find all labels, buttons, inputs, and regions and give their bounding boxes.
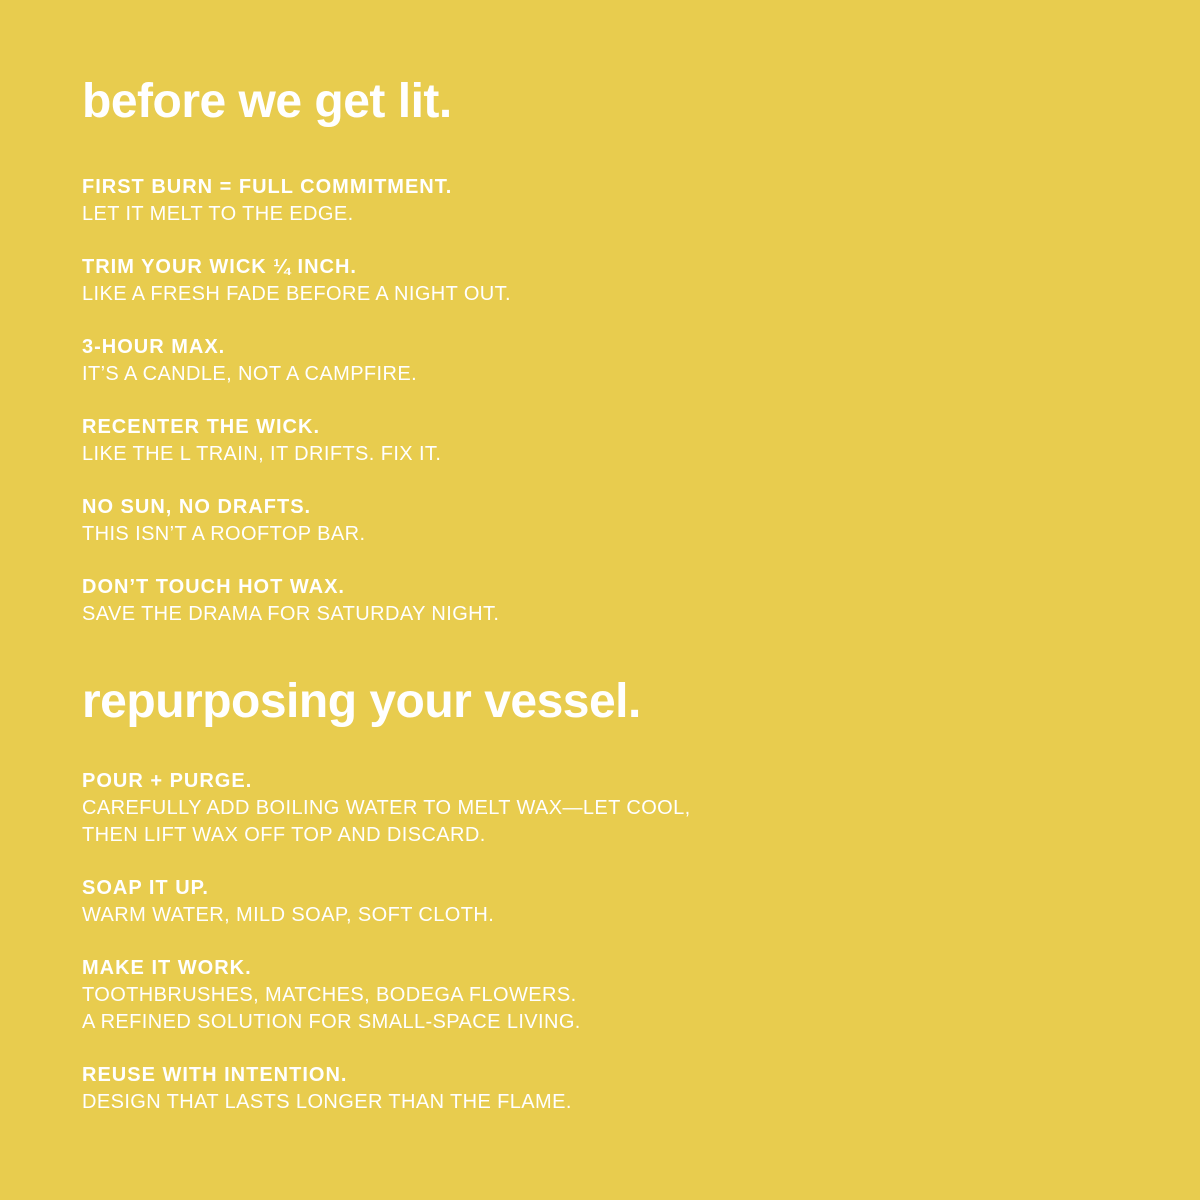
- instruction-text: LIKE A FRESH FADE BEFORE A NIGHT OUT.: [82, 283, 511, 305]
- section-repurposing-your-vessel: [82, 674, 1122, 1142]
- instruction-text: THEN LIFT WAX OFF TOP AND DISCARD.: [82, 824, 486, 846]
- instruction-text: TOOTHBRUSHES, MATCHES, BODEGA FLOWERS.: [82, 984, 577, 1006]
- instruction-heading: NO SUN, NO DRAFTS.: [82, 496, 312, 518]
- instruction-text: SAVE THE DRAMA FOR SATURDAY NIGHT.: [82, 603, 500, 625]
- instruction-item: [82, 955, 1122, 1036]
- instruction-text: WARM WATER, MILD SOAP, SOFT CLOTH.: [82, 904, 495, 926]
- section-before-we-get-lit: [82, 74, 1122, 654]
- instruction-text: DESIGN THAT LASTS LONGER THAN THE FLAME.: [82, 1091, 572, 1113]
- instruction-heading: 3-HOUR MAX.: [82, 336, 226, 358]
- instruction-heading: POUR + PURGE.: [82, 770, 253, 792]
- instruction-item: [82, 254, 1122, 308]
- instruction-text: LIKE THE L TRAIN, IT DRIFTS. FIX IT.: [82, 443, 442, 465]
- instruction-heading: TRIM YOUR WICK ¼ INCH.: [82, 256, 357, 278]
- instruction-text: IT’S A CANDLE, NOT A CAMPFIRE.: [82, 363, 418, 385]
- instruction-heading: MAKE IT WORK.: [82, 957, 252, 979]
- instruction-item: [82, 1062, 1122, 1116]
- instruction-text: CAREFULLY ADD BOILING WATER TO MELT WAX—LET COOL,: [82, 797, 691, 819]
- instruction-item: [82, 875, 1122, 929]
- instruction-text: THIS ISN’T A ROOFTOP BAR.: [82, 523, 366, 545]
- instruction-text: A REFINED SOLUTION FOR SMALL-SPACE LIVING.: [82, 1011, 581, 1033]
- instruction-item: [82, 174, 1122, 228]
- instruction-heading: DON’T TOUCH HOT WAX.: [82, 576, 345, 598]
- section-title: before we get lit.: [82, 75, 452, 128]
- section-title: repurposing your vessel.: [82, 675, 641, 728]
- instruction-list: [82, 768, 1122, 1116]
- instruction-heading: FIRST BURN = FULL COMMITMENT.: [82, 176, 453, 198]
- instruction-heading: REUSE WITH INTENTION.: [82, 1064, 348, 1086]
- instruction-item: [82, 334, 1122, 388]
- instruction-list: [82, 174, 1122, 628]
- instruction-item: [82, 494, 1122, 548]
- instruction-item: [82, 414, 1122, 468]
- instruction-item: [82, 768, 1122, 849]
- instruction-heading: SOAP IT UP.: [82, 877, 209, 899]
- instruction-item: [82, 574, 1122, 628]
- instruction-heading: RECENTER THE WICK.: [82, 416, 320, 438]
- instruction-text: LET IT MELT TO THE EDGE.: [82, 203, 354, 225]
